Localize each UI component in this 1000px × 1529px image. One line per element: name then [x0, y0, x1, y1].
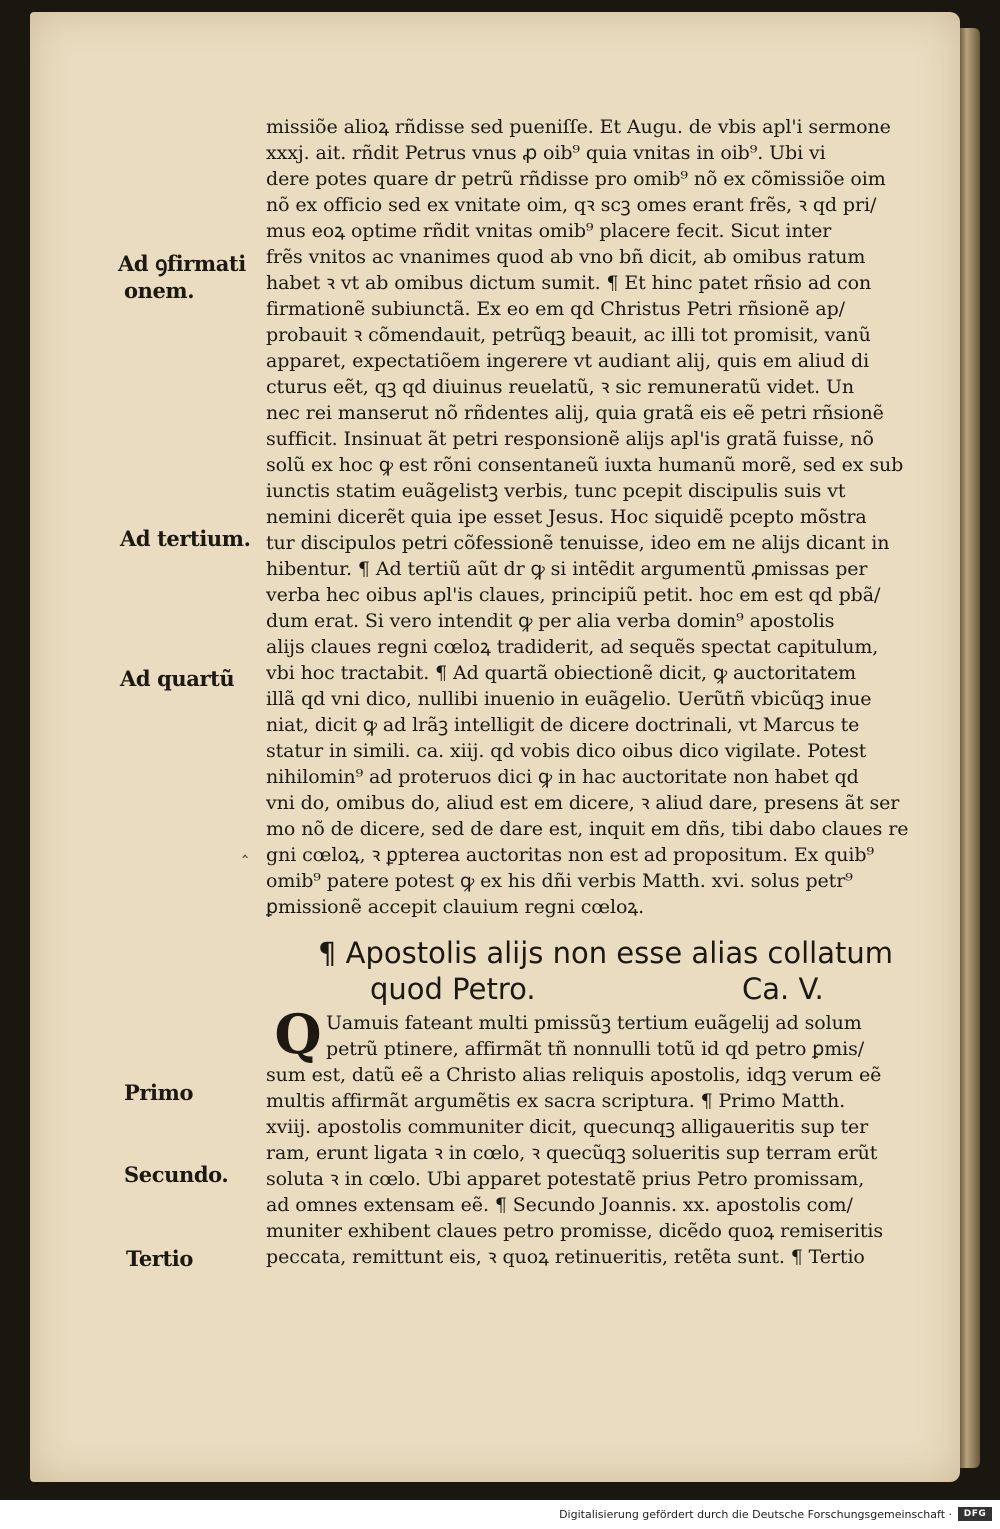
- text-line: nec rei manserut nõ rñdentes alij, quia gratã eis eẽ petri rñsionẽ: [266, 402, 884, 424]
- text-line: nihilomin⁹ ad proteruos dici ꝙ in hac auctoritate non habet qd: [266, 766, 859, 788]
- text-line: omib⁹ patere potest ꝙ ex his dñi verbis Matth. xvi. solus petr⁹: [266, 870, 853, 892]
- text-line: probauit ꝛ cõmendauit, petrũqꝫ beauit, ac illi tot promisit, vanũ: [266, 324, 871, 346]
- margin-note-secundo: Secundo.: [124, 1162, 229, 1187]
- text-line: solũ ex hoc ꝙ est rõni consentaneũ iuxta humanũ morẽ, sed ex sub: [266, 454, 904, 476]
- drop-cap-initial: Q: [274, 1002, 322, 1066]
- margin-note-tertio: Tertio: [126, 1246, 193, 1271]
- chapter-heading-title: quod Petro.: [370, 972, 536, 1006]
- text-line: dere potes quare dr petrũ rñdisse pro omib⁹ nõ ex cõmissiõe oim: [266, 168, 886, 190]
- text-line: multis affirmãt argumẽtis ex sacra scriptura. ¶ Primo Matth.: [266, 1090, 846, 1112]
- text-line: ram, erunt ligata ꝛ in cœlo, ꝛ quecũqꝫ solueritis sup terram erũt: [266, 1142, 878, 1164]
- text-line: peccata, remittunt eis, ꝛ quoꝝ retinueritis, retẽta sunt. ¶ Tertio: [266, 1246, 865, 1268]
- chapter-heading-line1: ¶ Apostolis alijs non esse alias collatum: [318, 936, 893, 970]
- text-line: frẽs vnitos ac vnanimes quod ab vno bñ dicit, ab omibus ratum: [266, 246, 866, 268]
- text-line: nemini dicerẽt quia ipe esset Jesus. Hoc siquidẽ pcepto mõstra: [266, 506, 867, 528]
- footer-credit: Digitalisierung gefördert durch die Deutsche Forschungsgemeinschaft ·: [559, 1508, 952, 1521]
- page-edge: [958, 28, 980, 1468]
- text-line: xviij. apostolis communiter dicit, quecunqꝫ alligaueritis sup ter: [266, 1116, 869, 1138]
- text-line: apparet, expectatiõem ingerere vt audiant alij, quis em aliud di: [266, 350, 870, 372]
- text-line: alijs claues regni cœloꝝ tradiderit, ad sequẽs spectat capitulum,: [266, 636, 879, 658]
- text-line: niat, dicit ꝙ ad lrãꝫ intelligit de dicere doctrinali, vt Marcus te: [266, 714, 860, 736]
- text-line: mo nõ de dicere, sed de dare est, inquit em dñs, tibi dabo claues re: [266, 818, 909, 840]
- text-line: habet ꝛ vt ab omibus dictum sumit. ¶ Et hinc patet rñsio ad con: [266, 272, 872, 294]
- stray-ink-mark: ‸: [242, 838, 249, 859]
- text-line: missiõe alioꝝ rñdisse sed pueniſſe. Et Augu. de vbis apl'i sermone: [266, 116, 891, 138]
- dfg-logo: DFG: [958, 1507, 992, 1521]
- text-line: mus eoꝝ optime rñdit vnitas omib⁹ placere fecit. Sicut inter: [266, 220, 832, 242]
- text-line: soluta ꝛ in cœlo. Ubi apparet potestatẽ prius Petro promissam,: [266, 1168, 865, 1190]
- text-line: vni do, omibus do, aliud est em dicere, ꝛ aliud dare, presens ãt ser: [266, 792, 900, 814]
- text-line: verba hec oibus apl'is claues, principiũ petit. hoc em est qd pbã/: [266, 584, 881, 606]
- text-line: gni cœloꝝ, ꝛ ꝑpterea auctoritas non est ad propositum. Ex quib⁹: [266, 844, 874, 866]
- text-line: sufficit. Insinuat ãt petri responsionẽ alijs apl'is gratã fuisse, nõ: [266, 428, 874, 450]
- margin-note-primo: Primo: [124, 1080, 194, 1105]
- text-line: firmationẽ subiunctã. Ex eo em qd Christus Petri rñsionẽ ap/: [266, 298, 845, 320]
- text-line: hibentur. ¶ Ad tertiũ aũt dr ꝙ si intẽdit argumentũ ꝓmissas per: [266, 558, 868, 580]
- text-line: Uamuis fateant multi pmissũꝫ tertium euãgelij ad solum: [326, 1012, 862, 1034]
- margin-note-quartum: Ad quartũ: [120, 666, 235, 691]
- text-line: nõ ex officio sed ex vnitate oim, qꝛ scꝫ omes erant frẽs, ꝛ qd pri/: [266, 194, 877, 216]
- digitization-footer: [0, 1500, 1000, 1529]
- text-line: tur discipulos petri cõfessionẽ tenuisse, ideo em ne alijs dicant in: [266, 532, 890, 554]
- text-line: xxxj. ait. rñdit Petrus vnus ꝓ oib⁹ quia vnitas in oib⁹. Ubi vi: [266, 142, 826, 164]
- text-line: petrũ ptinere, affirmãt tñ nonnulli totũ id qd petro ꝑmis/: [326, 1038, 865, 1060]
- text-line: ꝑmissionẽ accepit clauium regni cœloꝝ.: [266, 896, 645, 918]
- text-line: muniter exhibent claues petro promisse, dicẽdo quoꝝ remiseritis: [266, 1220, 884, 1242]
- margin-note-tertium: Ad tertium.: [120, 526, 251, 551]
- text-line: statur in simili. ca. xiij. qd vobis dico oibus dico vigilate. Potest: [266, 740, 867, 762]
- text-line: illã qd vni dico, nullibi inuenio in euãgelio. Uerũtñ vbicũqꝫ inue: [266, 688, 872, 710]
- text-line: sum est, datũ eẽ a Christo alias reliquis apostolis, idqꝫ verum eẽ: [266, 1064, 882, 1086]
- text-line: vbi hoc tractabit. ¶ Ad quartã obiectionẽ dicit, ꝙ auctoritatem: [266, 662, 857, 684]
- text-line: ad omnes extensam eẽ. ¶ Secundo Joannis. xx. apostolis com/: [266, 1194, 853, 1216]
- text-line: iunctis statim euãgelistꝫ verbis, tunc pcepit discipulis suis vt: [266, 480, 846, 502]
- margin-note-confirmationem-2: onem.: [124, 278, 195, 303]
- text-line: dum erat. Si vero intendit ꝙ per alia verba domin⁹ apostolis: [266, 610, 835, 632]
- chapter-heading-number: Ca. V.: [742, 972, 824, 1006]
- text-line: cturus eẽt, qꝫ qd diuinus reuelatũ, ꝛ sic remuneratũ videt. Un: [266, 376, 854, 398]
- margin-note-confirmationem-1: Ad ꝯfirmati: [118, 251, 246, 276]
